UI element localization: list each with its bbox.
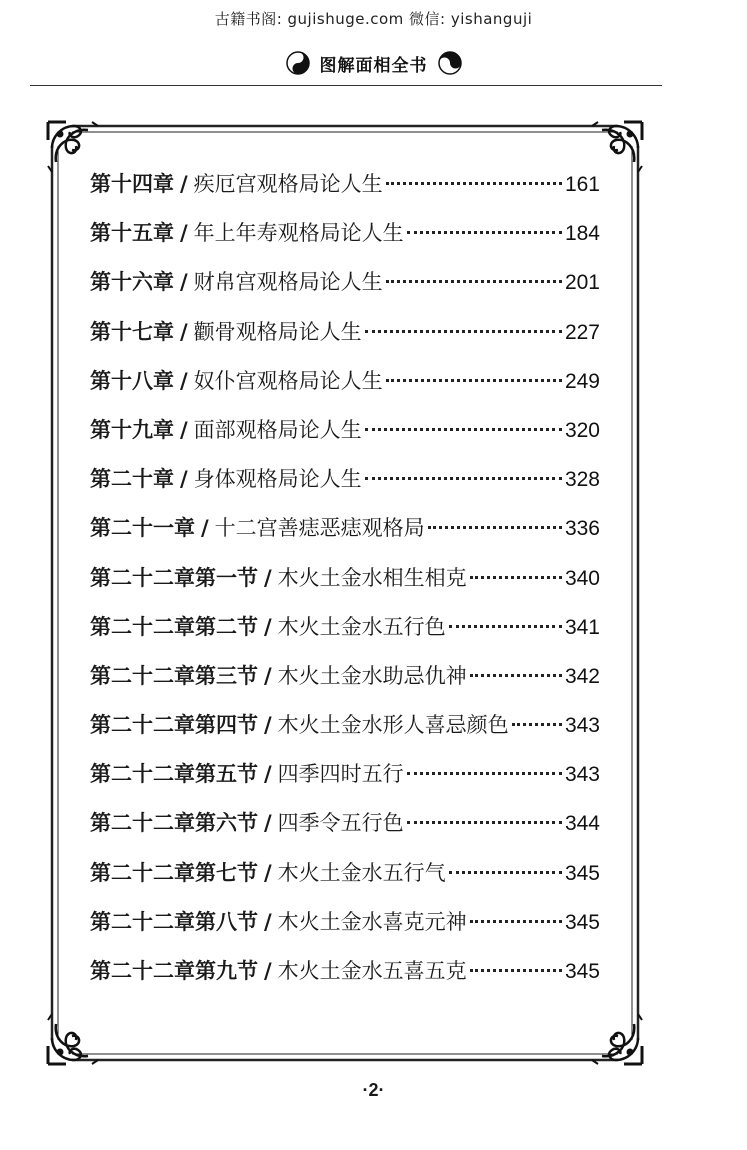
toc-entry[interactable] (90, 562, 600, 611)
toc-page: 343 (564, 714, 600, 738)
toc-entry[interactable] (90, 512, 600, 561)
toc-separator: / (264, 762, 272, 787)
table-of-contents (90, 168, 600, 1004)
dot-leader (407, 821, 562, 824)
toc-entry[interactable] (90, 906, 600, 955)
toc-entry[interactable] (90, 168, 600, 217)
toc-entry[interactable] (90, 857, 600, 906)
toc-entry[interactable] (90, 660, 600, 709)
toc-title: 木火土金水五喜五克 (277, 959, 467, 983)
toc-chapter: 第二十二章第四节 (90, 713, 258, 738)
toc-separator: / (201, 516, 209, 541)
dot-leader (386, 182, 562, 185)
toc-title: 木火土金水五行色 (277, 614, 446, 639)
dot-leader (407, 231, 562, 234)
toc-entry[interactable] (90, 217, 600, 266)
header-rule (30, 85, 662, 86)
toc-page: 328 (564, 468, 600, 492)
corner-ornament-icon (44, 1012, 100, 1068)
running-head (0, 48, 747, 78)
toc-title: 财帛宫观格局论人生 (193, 270, 383, 295)
toc-title: 木火土金水助忌仇神 (277, 663, 467, 688)
toc-separator: / (180, 270, 188, 295)
toc-page: 340 (564, 566, 600, 590)
dot-leader (407, 772, 562, 775)
toc-chapter: 第十八章 (90, 368, 174, 393)
toc-separator: / (264, 860, 272, 885)
toc-chapter: 第二十二章第二节 (90, 614, 258, 639)
toc-page: 227 (564, 320, 600, 344)
toc-chapter: 第二十二章第三节 (90, 663, 258, 688)
toc-entry[interactable] (90, 463, 600, 512)
toc-chapter: 第十九章 (90, 417, 174, 442)
corner-ornament-icon (590, 118, 646, 174)
toc-title: 疾厄宫观格局论人生 (193, 172, 383, 196)
toc-separator: / (264, 959, 272, 983)
toc-chapter: 第二十二章第九节 (90, 959, 258, 983)
dot-leader (449, 625, 562, 628)
toc-separator: / (180, 319, 188, 344)
toc-separator: / (180, 368, 188, 393)
toc-title: 木火土金水相生相克 (277, 565, 467, 590)
toc-separator: / (264, 811, 272, 836)
dot-leader (449, 871, 562, 874)
dot-leader (365, 477, 562, 480)
toc-title: 颧骨观格局论人生 (193, 319, 362, 344)
toc-page: 341 (564, 615, 600, 639)
toc-chapter: 第十六章 (90, 270, 174, 295)
toc-chapter: 第二十二章第一节 (90, 565, 258, 590)
toc-separator: / (264, 909, 272, 934)
dot-leader (386, 280, 562, 283)
toc-page: 201 (564, 271, 600, 295)
toc-page: 343 (564, 763, 600, 787)
dot-leader (470, 920, 562, 923)
dot-leader (365, 428, 562, 431)
watermark-text: 古籍书阁: gujishuge.com 微信: yishanguji (214, 10, 533, 28)
dot-leader (470, 674, 562, 677)
toc-title: 面部观格局论人生 (193, 417, 362, 442)
toc-separator: / (264, 663, 272, 688)
page-number: ·2· (362, 1080, 385, 1100)
toc-title: 木火土金水喜克元神 (277, 909, 467, 934)
toc-chapter: 第二十章 (90, 467, 174, 492)
toc-separator: / (264, 614, 272, 639)
toc-entry[interactable] (90, 807, 600, 856)
toc-page: 161 (564, 173, 600, 196)
toc-separator: / (264, 565, 272, 590)
toc-separator: / (180, 221, 188, 246)
dot-leader (470, 576, 562, 579)
toc-title: 奴仆宫观格局论人生 (193, 368, 383, 393)
dot-leader (512, 723, 562, 726)
toc-page: 345 (564, 910, 600, 934)
book-title: 图解面相全书 (319, 55, 428, 76)
toc-page: 336 (564, 517, 600, 541)
toc-page: 342 (564, 664, 600, 688)
yin-yang-icon (438, 51, 462, 75)
toc-entry[interactable] (90, 414, 600, 463)
toc-chapter: 第二十二章第六节 (90, 811, 258, 836)
toc-entry[interactable] (90, 316, 600, 365)
toc-separator: / (180, 417, 188, 442)
toc-entry[interactable] (90, 709, 600, 758)
toc-entry[interactable] (90, 266, 600, 315)
toc-page: 184 (564, 222, 600, 246)
toc-entry[interactable] (90, 611, 600, 660)
toc-title: 十二宫善痣恶痣观格局 (214, 516, 425, 541)
toc-separator: / (264, 713, 272, 738)
toc-title: 木火土金水五行气 (277, 860, 446, 885)
toc-page: 249 (564, 369, 600, 393)
corner-ornament-icon (44, 118, 100, 174)
toc-entry[interactable] (90, 955, 600, 1004)
toc-title: 木火土金水形人喜忌颜色 (277, 713, 509, 738)
toc-page: 345 (564, 960, 600, 983)
dot-leader (386, 379, 562, 382)
toc-chapter: 第二十二章第八节 (90, 909, 258, 934)
toc-title: 年上年寿观格局论人生 (193, 221, 404, 246)
toc-page: 344 (564, 812, 600, 836)
dot-leader (428, 526, 562, 529)
toc-page: 345 (564, 861, 600, 885)
corner-ornament-icon (590, 1012, 646, 1068)
toc-separator: / (180, 172, 188, 196)
toc-chapter: 第十七章 (90, 319, 174, 344)
toc-chapter: 第二十一章 (90, 516, 195, 541)
toc-chapter: 第二十二章第七节 (90, 860, 258, 885)
toc-title: 四季四时五行 (277, 762, 404, 787)
toc-chapter: 第二十二章第五节 (90, 762, 258, 787)
toc-chapter: 第十五章 (90, 221, 174, 246)
toc-page: 320 (564, 418, 600, 442)
dot-leader (470, 969, 562, 972)
toc-title: 身体观格局论人生 (193, 467, 362, 492)
toc-entry[interactable] (90, 365, 600, 414)
toc-separator: / (180, 467, 188, 492)
yin-yang-icon (286, 51, 310, 75)
toc-chapter: 第十四章 (90, 172, 174, 196)
toc-title: 四季令五行色 (277, 811, 404, 836)
dot-leader (365, 330, 562, 333)
toc-entry[interactable] (90, 758, 600, 807)
